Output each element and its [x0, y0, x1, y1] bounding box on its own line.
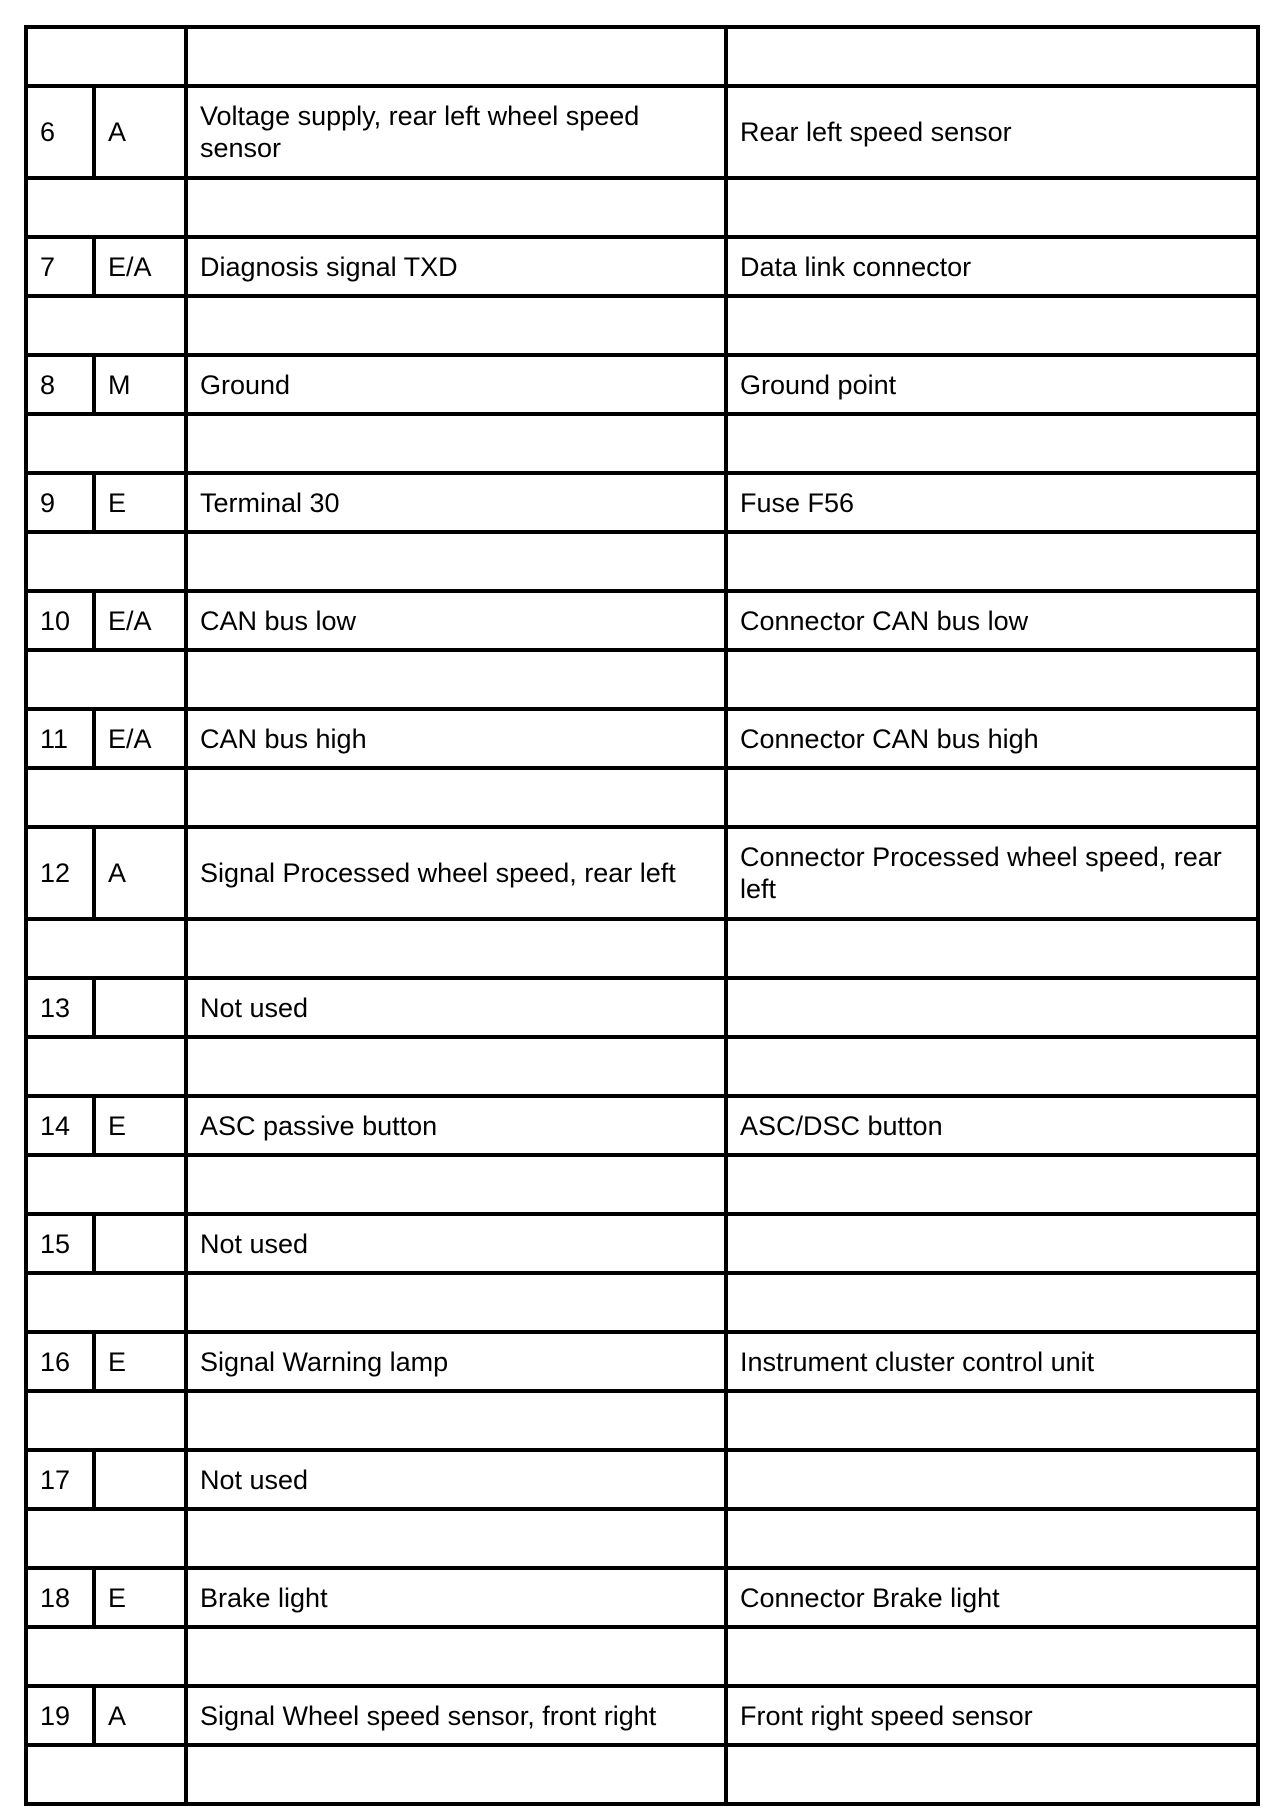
signal-type-cell: E — [94, 473, 186, 532]
spacer-row — [26, 296, 1258, 355]
signal-type-cell: M — [94, 355, 186, 414]
spacer-cell — [26, 1155, 186, 1214]
description-cell: CAN bus low — [186, 591, 726, 650]
connection-cell — [726, 1214, 1258, 1273]
spacer-cell — [26, 296, 186, 355]
pin-number-cell: 19 — [26, 1686, 94, 1745]
spacer-row — [26, 532, 1258, 591]
spacer-cell — [186, 532, 726, 591]
table-row — [26, 1450, 1258, 1509]
description-cell: Not used — [186, 978, 726, 1037]
signal-type-cell: A — [94, 86, 186, 178]
spacer-cell — [186, 178, 726, 237]
spacer-row — [26, 1391, 1258, 1450]
signal-type-cell: A — [94, 827, 186, 919]
pin-number-cell: 9 — [26, 473, 94, 532]
connection-cell — [726, 1450, 1258, 1509]
description-cell: Ground — [186, 355, 726, 414]
spacer-cell — [726, 1391, 1258, 1450]
pin-number-cell: 18 — [26, 1568, 94, 1627]
table-row — [26, 86, 1258, 178]
table-row — [26, 473, 1258, 532]
spacer-row — [26, 1509, 1258, 1568]
spacer-cell — [26, 1627, 186, 1686]
spacer-cell — [26, 1273, 186, 1332]
table-row — [26, 827, 1258, 919]
spacer-cell — [26, 650, 186, 709]
description-cell: Terminal 30 — [186, 473, 726, 532]
table-row — [26, 1686, 1258, 1745]
signal-type-cell: E/A — [94, 591, 186, 650]
spacer-row — [26, 1627, 1258, 1686]
connection-cell: Data link connector — [726, 237, 1258, 296]
pin-number-cell: 11 — [26, 709, 94, 768]
description-cell: Brake light — [186, 1568, 726, 1627]
spacer-cell — [726, 1627, 1258, 1686]
connection-cell: Connector Brake light — [726, 1568, 1258, 1627]
spacer-cell — [186, 650, 726, 709]
table-row — [26, 355, 1258, 414]
pin-assignment-table — [24, 25, 1260, 1806]
table-row — [26, 591, 1258, 650]
pin-number-cell: 15 — [26, 1214, 94, 1273]
spacer-cell — [726, 1155, 1258, 1214]
table-row — [26, 978, 1258, 1037]
description-cell: CAN bus high — [186, 709, 726, 768]
spacer-cell — [186, 1155, 726, 1214]
spacer-cell — [186, 1273, 726, 1332]
spacer-cell — [726, 178, 1258, 237]
spacer-row — [26, 768, 1258, 827]
spacer-cell — [26, 532, 186, 591]
pin-number-cell: 16 — [26, 1332, 94, 1391]
pin-number-cell: 17 — [26, 1450, 94, 1509]
description-cell: Voltage supply, rear left wheel speed sensor — [186, 86, 726, 178]
connection-cell: Instrument cluster control unit — [726, 1332, 1258, 1391]
spacer-cell — [726, 296, 1258, 355]
spacer-row — [26, 650, 1258, 709]
description-cell: Signal Wheel speed sensor, front right — [186, 1686, 726, 1745]
spacer-cell — [186, 768, 726, 827]
signal-type-cell: E — [94, 1568, 186, 1627]
spacer-cell — [26, 414, 186, 473]
spacer-cell — [726, 1037, 1258, 1096]
pin-number-cell: 7 — [26, 237, 94, 296]
signal-type-cell: E — [94, 1332, 186, 1391]
spacer-cell — [26, 1745, 186, 1804]
pin-number-cell: 12 — [26, 827, 94, 919]
signal-type-cell — [94, 1450, 186, 1509]
spacer-row — [26, 1273, 1258, 1332]
spacer-cell — [186, 919, 726, 978]
spacer-cell — [186, 1509, 726, 1568]
signal-type-cell: E — [94, 1096, 186, 1155]
spacer-cell — [26, 1391, 186, 1450]
spacer-cell — [186, 414, 726, 473]
spacer-row — [26, 919, 1258, 978]
table-row — [26, 1096, 1258, 1155]
connection-cell: Connector CAN bus high — [726, 709, 1258, 768]
table-row — [26, 1568, 1258, 1627]
spacer-cell — [726, 27, 1258, 86]
spacer-cell — [186, 1627, 726, 1686]
table-row — [26, 1214, 1258, 1273]
table-row — [26, 709, 1258, 768]
description-cell: Signal Warning lamp — [186, 1332, 726, 1391]
spacer-cell — [26, 1509, 186, 1568]
description-cell: Diagnosis signal TXD — [186, 237, 726, 296]
spacer-row — [26, 414, 1258, 473]
spacer-cell — [186, 1037, 726, 1096]
connection-cell — [726, 978, 1258, 1037]
spacer-cell — [726, 414, 1258, 473]
spacer-row — [26, 178, 1258, 237]
signal-type-cell: E/A — [94, 237, 186, 296]
spacer-cell — [186, 1391, 726, 1450]
description-cell: Not used — [186, 1450, 726, 1509]
spacer-cell — [26, 919, 186, 978]
spacer-row — [26, 1037, 1258, 1096]
signal-type-cell — [94, 1214, 186, 1273]
table-row — [26, 237, 1258, 296]
spacer-cell — [726, 532, 1258, 591]
spacer-cell — [26, 1037, 186, 1096]
spacer-cell — [726, 1509, 1258, 1568]
description-cell: Not used — [186, 1214, 726, 1273]
spacer-cell — [726, 650, 1258, 709]
description-cell: Signal Processed wheel speed, rear left — [186, 827, 726, 919]
pin-number-cell: 14 — [26, 1096, 94, 1155]
spacer-row — [26, 1745, 1258, 1804]
spacer-row — [26, 1155, 1258, 1214]
signal-type-cell: E/A — [94, 709, 186, 768]
spacer-cell — [726, 1273, 1258, 1332]
connection-cell: Ground point — [726, 355, 1258, 414]
connection-cell: Connector Processed wheel speed, rear left — [726, 827, 1258, 919]
pin-number-cell: 13 — [26, 978, 94, 1037]
spacer-cell — [26, 178, 186, 237]
spacer-cell — [726, 768, 1258, 827]
spacer-cell — [726, 1745, 1258, 1804]
pin-number-cell: 6 — [26, 86, 94, 178]
spacer-cell — [726, 919, 1258, 978]
spacer-cell — [186, 27, 726, 86]
connection-cell: ASC/DSC button — [726, 1096, 1258, 1155]
spacer-row — [26, 27, 1258, 86]
spacer-cell — [186, 296, 726, 355]
connection-cell: Connector CAN bus low — [726, 591, 1258, 650]
spacer-cell — [186, 1745, 726, 1804]
connection-cell: Fuse F56 — [726, 473, 1258, 532]
table-row — [26, 1332, 1258, 1391]
spacer-cell — [26, 27, 186, 86]
connection-cell: Front right speed sensor — [726, 1686, 1258, 1745]
signal-type-cell: A — [94, 1686, 186, 1745]
connection-cell: Rear left speed sensor — [726, 86, 1258, 178]
pin-number-cell: 10 — [26, 591, 94, 650]
pin-number-cell: 8 — [26, 355, 94, 414]
description-cell: ASC passive button — [186, 1096, 726, 1155]
signal-type-cell — [94, 978, 186, 1037]
spacer-cell — [26, 768, 186, 827]
